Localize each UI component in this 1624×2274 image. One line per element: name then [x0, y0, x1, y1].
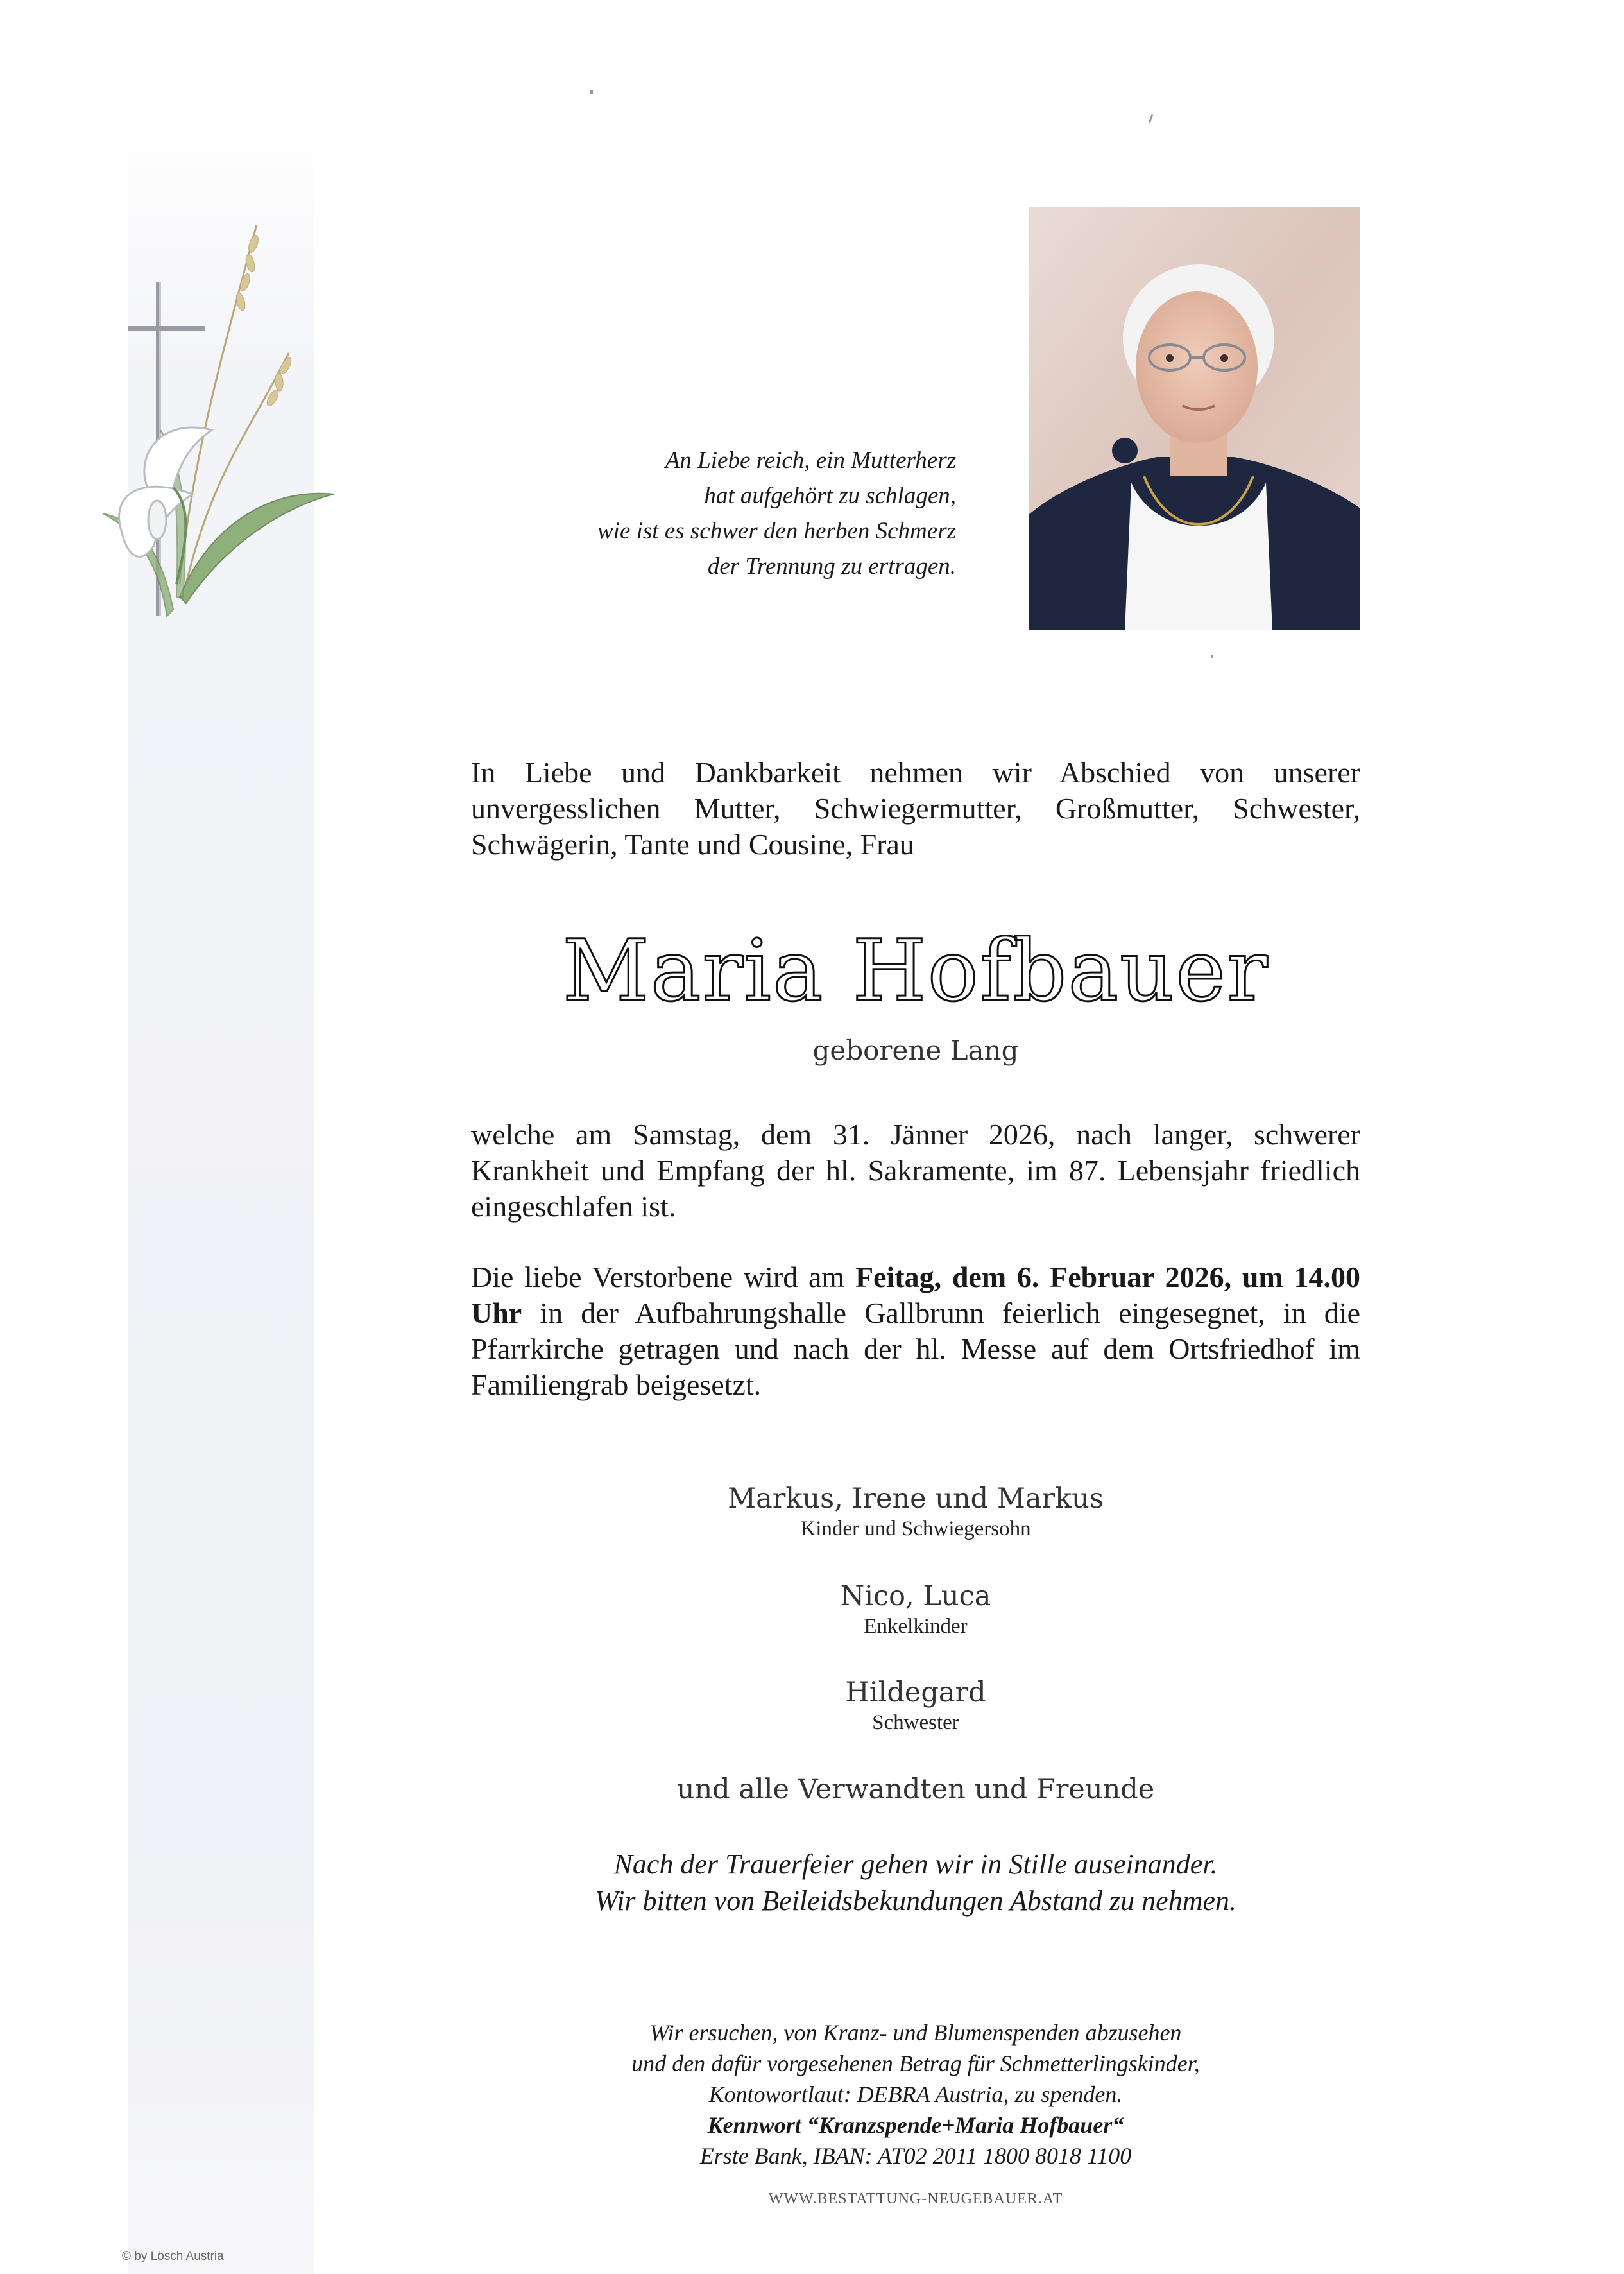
family-relation: Kinder und Schwiegersohn	[800, 1517, 1031, 1540]
portrait-photo	[1029, 207, 1360, 630]
donation-line: und den dafür vorgesehenen Betrag für Schmetterlingskinder,	[631, 2051, 1200, 2076]
verse-line: der Trennung zu ertragen.	[707, 553, 956, 580]
donation-line: Wir ersuchen, von Kranz- und Blumenspenden abzusehen	[649, 2020, 1182, 2046]
donation-line: Kontowortlaut: DEBRA Austria, zu spenden.	[708, 2081, 1123, 2107]
lily-icon	[119, 427, 212, 584]
copyright-notice: © by Lösch Austria	[122, 2250, 224, 2263]
verse-line: wie ist es schwer den herben Schmerz	[597, 518, 956, 544]
scan-speck	[590, 90, 593, 94]
intro-text: In Liebe und Dankbarkeit nehmen wir Abschied von unserer unvergesslichen Mutter, Schwiegermutter, Großmutter, Schwester, Schwägerin, Tante und Cousine, Frau	[471, 756, 1360, 861]
family-names: Markus, Irene und Markus	[728, 1483, 1104, 1515]
family-group	[471, 1580, 1360, 1639]
family-relation: Schwester	[872, 1711, 959, 1734]
verse-line: An Liebe reich, ein Mutterherz	[665, 447, 956, 474]
scan-speck	[1149, 114, 1154, 123]
relatives-line: und alle Verwandten und Freunde	[676, 1773, 1155, 1805]
family-relation: Enkelkinder	[864, 1615, 968, 1638]
cross-lily-illustration	[96, 186, 340, 712]
verse-line: hat aufgehört zu schlagen,	[704, 483, 956, 509]
family-group	[471, 1676, 1360, 1735]
closing-line: Wir bitten von Beileidsbekundungen Abstand zu nehmen.	[594, 1885, 1236, 1917]
family-group	[471, 1483, 1360, 1541]
family-names: Nico, Luca	[840, 1580, 991, 1612]
funeral-details	[471, 1259, 1360, 1403]
family-names: Hildegard	[845, 1676, 986, 1709]
closing-note	[471, 1846, 1360, 1919]
deceased-name: Maria Hofbauer	[562, 922, 1269, 1021]
maiden-name: geborene Lang	[812, 1035, 1019, 1066]
donation-bank: Erste Bank, IBAN: AT02 2011 1800 8018 1100	[699, 2143, 1132, 2169]
funeral-text-post: in der Aufbahrungshalle Gallbrunn feierlich eingesegnet, in die Pfarrkirche getragen und nach der hl. Messe auf dem Ortsfriedhof im Familiengrab beigesetzt.	[471, 1296, 1360, 1401]
funeral-home-website[interactable]: WWW.BESTATTUNG-NEUGEBAUER.AT	[768, 2191, 1063, 2207]
funeral-text-pre: Die liebe Verstorbene wird am	[471, 1261, 855, 1293]
funeral-date-time: Feitag, dem 6. Februar 2026, um 14.00 Uhr	[471, 1261, 1360, 1329]
donation-keyword: Kennwort “Kranzspende+Maria Hofbauer“	[707, 2112, 1124, 2138]
scan-speck	[1211, 655, 1213, 658]
death-notice-text: welche am Samstag, dem 31. Jänner 2026, nach langer, schwerer Krankheit und Empfang der hl. Sakramente, im 87. Lebensjahr friedlich eingeschlafen ist.	[471, 1118, 1360, 1223]
memorial-verse	[488, 443, 956, 584]
closing-line: Nach der Trauerfeier gehen wir in Stille auseinander.	[613, 1848, 1218, 1880]
donation-request	[471, 2017, 1360, 2171]
